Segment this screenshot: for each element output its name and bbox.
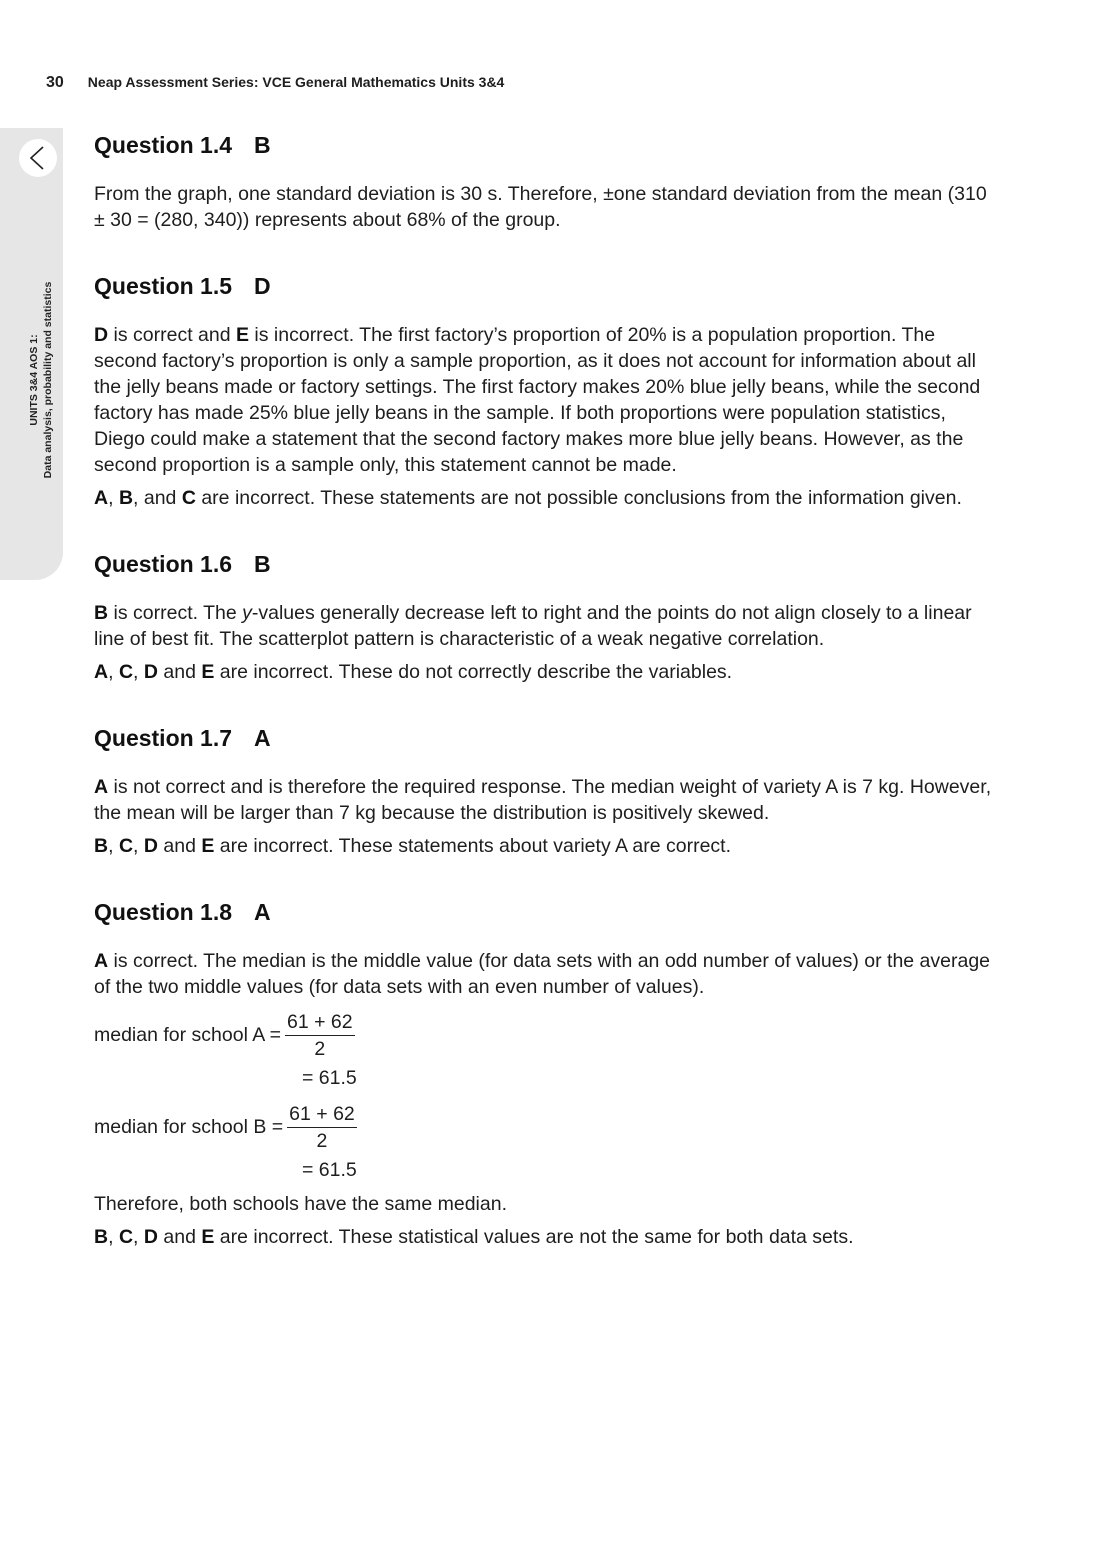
answer-letter: A [254, 725, 271, 751]
equation-result: = 61.5 [302, 1067, 357, 1089]
explanation-paragraph: A is correct. The median is the middle value (for data sets with an odd number of values) or the average of the two middle values (for data sets with an even number of values). [94, 950, 991, 998]
explanation-paragraph: A is not correct and is therefore the required response. The median weight of variety A is 7 kg. However, the mean will be larger than 7 kg because the distribution is positively skewed. [94, 776, 992, 824]
book-title: Neap Assessment Series: VCE General Mathematics Units 3&4 [87, 74, 505, 90]
equation-label: median for school A = [94, 1023, 281, 1046]
page-header [46, 74, 504, 96]
answer-letter: A [254, 899, 271, 925]
conclusion-paragraph: Therefore, both schools have the same median. [94, 1193, 507, 1215]
page-number: 30 [46, 74, 64, 91]
fraction [285, 1010, 355, 1061]
question-1-4 [94, 128, 994, 233]
median-equation-school-b [94, 1099, 994, 1185]
answer-letter: B [254, 132, 271, 158]
fraction-denominator: 2 [314, 1037, 326, 1060]
incorrect-options-paragraph: B, C, D and E are incorrect. These statistical values are not the same for both data sets. [94, 1226, 854, 1248]
question-1-6 [94, 547, 994, 685]
answer-letter: B [254, 551, 271, 577]
answer-letter: D [254, 273, 271, 299]
fraction-denominator: 2 [316, 1129, 328, 1152]
question-1-7 [94, 721, 994, 859]
section-label-unit: UNITS 3&4 AOS 1: [28, 334, 40, 426]
equation-label: median for school B = [94, 1115, 284, 1138]
section-label [27, 255, 55, 505]
incorrect-options-paragraph: B, C, D and E are incorrect. These statements about variety A are correct. [94, 835, 731, 857]
incorrect-options-paragraph: A, C, D and E are incorrect. These do not correctly describe the variables. [94, 661, 733, 683]
question-heading: Question 1.5 D [94, 273, 271, 299]
question-heading: Question 1.6 B [94, 551, 271, 577]
chevron-left-icon [19, 139, 57, 177]
explanation-paragraph: B is correct. The y-values generally decrease left to right and the points do not align closely to a linear line of best fit. The scatterplot pattern is characteristic of a weak negative correlation. [94, 602, 972, 650]
median-equation-school-a [94, 1007, 994, 1093]
question-1-8 [94, 895, 994, 1250]
fraction-numerator: 61 + 62 [285, 1010, 355, 1036]
question-heading: Question 1.4 B [94, 132, 271, 158]
explanation-paragraph: From the graph, one standard deviation is 30 s. Therefore, ±one standard deviation from the mean (310 ± 30 = (280, 340)) represents about 68% of the group. [94, 183, 987, 231]
fraction-numerator: 61 + 62 [287, 1102, 357, 1128]
fraction [287, 1102, 357, 1153]
question-heading: Question 1.7 A [94, 725, 271, 751]
section-label-topic: Data analysis, probability and statistics [42, 281, 54, 479]
question-heading: Question 1.8 A [94, 899, 271, 925]
equation-result: = 61.5 [302, 1159, 357, 1181]
answer-content [94, 128, 994, 1286]
back-button[interactable] [19, 139, 57, 177]
question-1-5 [94, 269, 994, 511]
incorrect-options-paragraph: A, B, and C are incorrect. These statements are not possible conclusions from the information given. [94, 487, 962, 509]
explanation-paragraph: D is correct and E is incorrect. The first factory’s proportion of 20% is a population proportion. The second factory’s proportion is only a sample proportion, as it does not account for information about all the jelly beans made or factory settings. The first factory makes 20% blue jelly beans, while the second factory has made 25% blue jelly beans in the sample. If both proportions were population statistics, Diego could make a statement that the second factory makes more blue jelly beans. However, as the second proportion is a sample only, this statement cannot be made. [94, 324, 981, 476]
